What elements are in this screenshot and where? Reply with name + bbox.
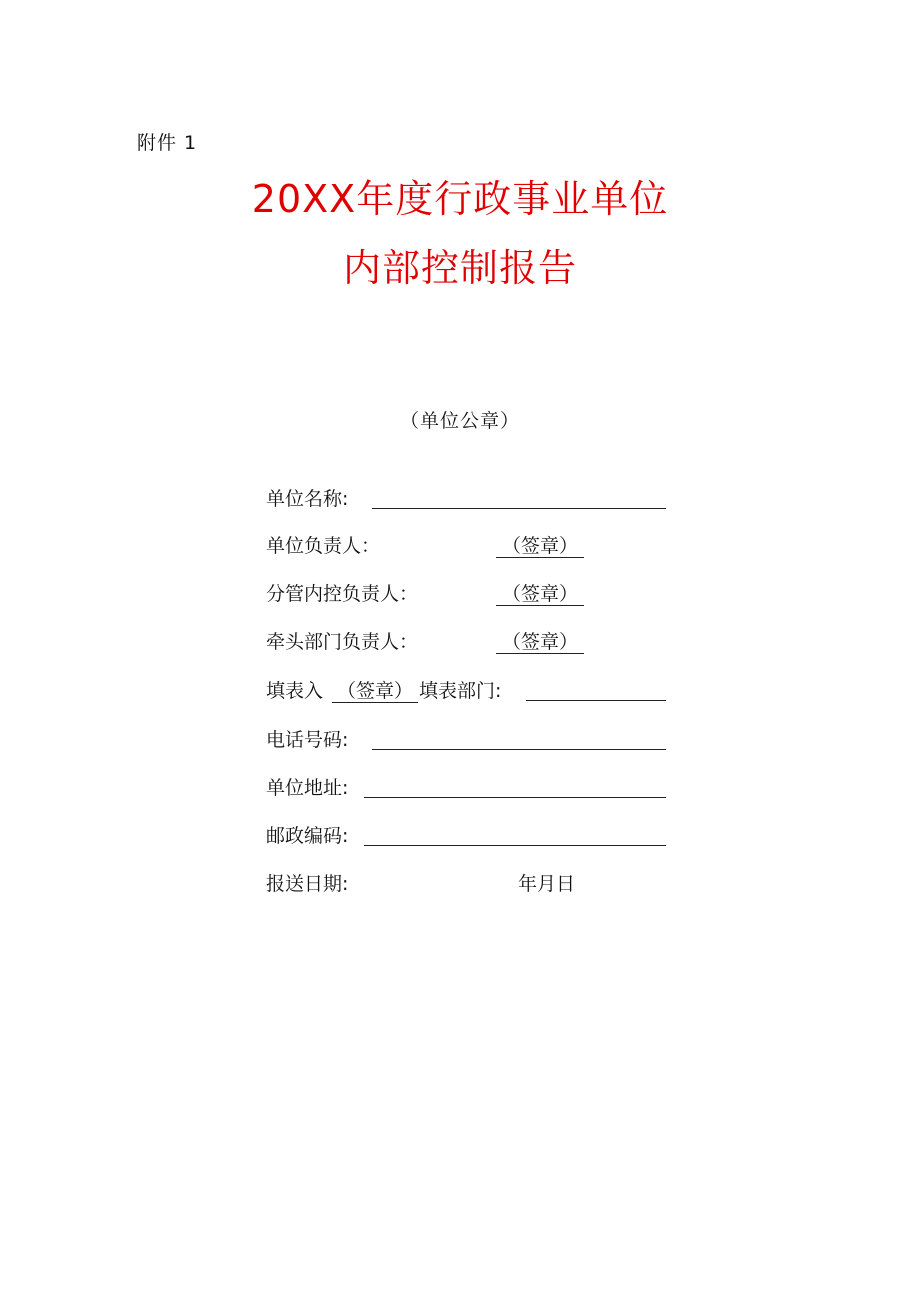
lead-dept-head-label: 牵头部门负责人： bbox=[266, 631, 419, 653]
phone-label: 电话号码: bbox=[266, 729, 349, 751]
postcode-field[interactable] bbox=[364, 845, 666, 846]
report-title-line1: 20XX年度行政事业单位 bbox=[251, 177, 669, 221]
submit-date-row bbox=[266, 869, 666, 899]
control-head-label: 分管内控负责人： bbox=[266, 583, 419, 605]
unit-head-row bbox=[266, 531, 666, 561]
control-head-row bbox=[266, 579, 666, 609]
postcode-row bbox=[266, 821, 666, 851]
unit-seal-label: （单位公章） bbox=[399, 410, 520, 432]
filler-dept-label: 填表部门: bbox=[419, 680, 502, 702]
submit-date-value[interactable]: 年月日 bbox=[518, 873, 576, 895]
unit-head-signature[interactable]: （签章） bbox=[496, 531, 584, 558]
control-head-signature[interactable]: （签章） bbox=[496, 579, 584, 606]
report-title-line2: 内部控制报告 bbox=[342, 246, 577, 290]
filler-signature[interactable]: （签章） bbox=[332, 676, 418, 703]
lead-dept-head-row bbox=[266, 627, 666, 657]
unit-name-row bbox=[266, 484, 666, 514]
postcode-label: 邮政编码: bbox=[266, 825, 349, 847]
address-row bbox=[266, 773, 666, 803]
filler-row bbox=[266, 676, 666, 706]
filler-dept-field[interactable] bbox=[526, 700, 666, 701]
lead-dept-head-signature[interactable]: （签章） bbox=[496, 627, 584, 654]
submit-date-label: 报送日期: bbox=[266, 873, 349, 895]
unit-head-label: 单位负责人： bbox=[266, 535, 381, 557]
phone-row bbox=[266, 725, 666, 755]
unit-name-field[interactable] bbox=[372, 508, 666, 509]
unit-name-label: 单位名称: bbox=[266, 488, 349, 510]
address-label: 单位地址: bbox=[266, 777, 349, 799]
attachment-label: 附件 1 bbox=[137, 132, 198, 154]
address-field[interactable] bbox=[364, 797, 666, 798]
filler-label: 填表入 bbox=[266, 680, 324, 702]
phone-field[interactable] bbox=[372, 749, 666, 750]
